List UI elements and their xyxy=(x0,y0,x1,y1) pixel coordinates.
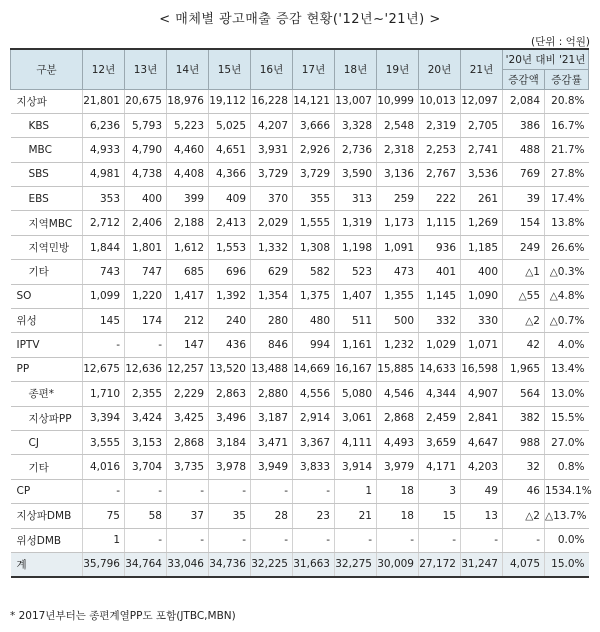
table-cell: 280 xyxy=(251,309,293,333)
table-cell: 12,675 xyxy=(83,357,125,381)
table-cell: 37 xyxy=(167,504,209,528)
table-cell: 4,556 xyxy=(293,382,335,406)
footnote: * 2017년부터는 종편계열PP도 포함(JTBC,MBN) xyxy=(10,610,236,622)
table-cell: 3,184 xyxy=(209,430,251,454)
table-cell: 353 xyxy=(83,187,125,211)
table-cell: 1,161 xyxy=(335,333,377,357)
table-cell: 34,736 xyxy=(209,552,251,576)
table-cell: 75 xyxy=(83,504,125,528)
header-year: 15년 xyxy=(209,49,251,89)
table-cell: 21.7% xyxy=(545,138,589,162)
table-cell: 4,460 xyxy=(167,138,209,162)
row-label: EBS xyxy=(11,187,83,211)
table-cell: - xyxy=(461,528,503,552)
table-cell: 480 xyxy=(293,309,335,333)
table-cell: 27.8% xyxy=(545,162,589,186)
table-cell: 2,319 xyxy=(419,113,461,137)
table-cell: 3,590 xyxy=(335,162,377,186)
table-cell: 12,257 xyxy=(167,357,209,381)
table-cell: 30,009 xyxy=(377,552,419,576)
table-cell: 1534.1% xyxy=(545,479,589,503)
table-cell: △0.3% xyxy=(545,260,589,284)
table-cell: - xyxy=(251,528,293,552)
page-title: < 매체별 광고매출 증감 현황('12년~'21년) > xyxy=(159,12,441,27)
table-cell: 685 xyxy=(167,260,209,284)
table-row xyxy=(11,455,589,479)
table-cell: 17.4% xyxy=(545,187,589,211)
table-cell: 13,488 xyxy=(251,357,293,381)
table-cell: 1,308 xyxy=(293,235,335,259)
table-cell: 145 xyxy=(83,309,125,333)
table-cell: 2,229 xyxy=(167,382,209,406)
table-cell: 32,225 xyxy=(251,552,293,576)
table-cell: 3,666 xyxy=(293,113,335,137)
table-cell: 400 xyxy=(461,260,503,284)
row-label: 지역MBC xyxy=(11,211,83,235)
table-cell: 399 xyxy=(167,187,209,211)
table-cell: 1,355 xyxy=(377,284,419,308)
table-cell: 473 xyxy=(377,260,419,284)
table-cell: 13 xyxy=(461,504,503,528)
table-row xyxy=(11,260,589,284)
table-cell: 355 xyxy=(293,187,335,211)
table-cell: 212 xyxy=(167,309,209,333)
table-row xyxy=(11,113,589,137)
row-label: 지상파DMB xyxy=(11,504,83,528)
table-cell: 27.0% xyxy=(545,430,589,454)
table-cell: 5,025 xyxy=(209,113,251,137)
table-cell: 19,112 xyxy=(209,89,251,113)
table-cell: 1,392 xyxy=(209,284,251,308)
table-cell: 13,520 xyxy=(209,357,251,381)
table-cell: 2,318 xyxy=(377,138,419,162)
header-year: 19년 xyxy=(377,49,419,89)
header-year: 21년 xyxy=(461,49,503,89)
table-cell: - xyxy=(209,528,251,552)
table-cell: 2,413 xyxy=(209,211,251,235)
table-row xyxy=(11,333,589,357)
table-cell: 2,712 xyxy=(83,211,125,235)
table-cell: 4,933 xyxy=(83,138,125,162)
table-cell: 3,328 xyxy=(335,113,377,137)
table-cell: 582 xyxy=(293,260,335,284)
table-cell: 15.0% xyxy=(545,552,589,576)
table-cell: 523 xyxy=(335,260,377,284)
table-cell: 10,999 xyxy=(377,89,419,113)
table-cell: 2,188 xyxy=(167,211,209,235)
table-cell: 14,669 xyxy=(293,357,335,381)
table-cell: 21 xyxy=(335,504,377,528)
table-cell: 1,232 xyxy=(377,333,419,357)
table-cell: 16,167 xyxy=(335,357,377,381)
row-label: 지상파 xyxy=(11,89,83,113)
table-cell: 2,736 xyxy=(335,138,377,162)
table-cell: 4,366 xyxy=(209,162,251,186)
table-cell: - xyxy=(125,528,167,552)
header-change-rate: 증감률 xyxy=(545,69,589,89)
table-cell: 3,704 xyxy=(125,455,167,479)
table-cell: 1,099 xyxy=(83,284,125,308)
table-cell: 382 xyxy=(503,406,545,430)
table-cell: 3,978 xyxy=(209,455,251,479)
table-cell: 988 xyxy=(503,430,545,454)
table-row xyxy=(11,430,589,454)
table-cell: 936 xyxy=(419,235,461,259)
table-cell: 259 xyxy=(377,187,419,211)
table-cell: 3,425 xyxy=(167,406,209,430)
row-label: 위성 xyxy=(11,309,83,333)
table-cell: 3,735 xyxy=(167,455,209,479)
table-row xyxy=(11,357,589,381)
table-cell: 2,767 xyxy=(419,162,461,186)
table-cell: 3,536 xyxy=(461,162,503,186)
table-cell: 1,091 xyxy=(377,235,419,259)
header-year: 16년 xyxy=(251,49,293,89)
table-cell: 769 xyxy=(503,162,545,186)
table-cell: 3,496 xyxy=(209,406,251,430)
row-label: PP xyxy=(11,357,83,381)
table-cell: 34,764 xyxy=(125,552,167,576)
table-cell: △13.7% xyxy=(545,504,589,528)
table-cell: 994 xyxy=(293,333,335,357)
table-cell: 846 xyxy=(251,333,293,357)
row-label: 종편* xyxy=(11,382,83,406)
table-cell: 23 xyxy=(293,504,335,528)
table-cell: 0.0% xyxy=(545,528,589,552)
table-cell: - xyxy=(167,528,209,552)
table-cell: 401 xyxy=(419,260,461,284)
table-cell: 743 xyxy=(83,260,125,284)
table-cell: 370 xyxy=(251,187,293,211)
row-label: 계 xyxy=(11,552,83,576)
table-cell: - xyxy=(293,528,335,552)
table-cell: 31,247 xyxy=(461,552,503,576)
table-body xyxy=(11,89,592,577)
row-label: CJ xyxy=(11,430,83,454)
table-cell: 35 xyxy=(209,504,251,528)
table-cell: 1,553 xyxy=(209,235,251,259)
table-cell: 18 xyxy=(377,479,419,503)
table-cell: △0.7% xyxy=(545,309,589,333)
table-row xyxy=(11,162,589,186)
table-cell: 31,663 xyxy=(293,552,335,576)
header-category: 구분 xyxy=(11,49,83,89)
table-cell: 4.0% xyxy=(545,333,589,357)
table-cell: 20,675 xyxy=(125,89,167,113)
table-cell: 3,833 xyxy=(293,455,335,479)
table-cell: 2,914 xyxy=(293,406,335,430)
table-cell: 4,207 xyxy=(251,113,293,137)
table-cell: 154 xyxy=(503,211,545,235)
table-cell: 249 xyxy=(503,235,545,259)
table-cell: 18 xyxy=(377,504,419,528)
table-cell: 386 xyxy=(503,113,545,137)
table-cell: 14,633 xyxy=(419,357,461,381)
table-cell: 4,344 xyxy=(419,382,461,406)
table-cell: △1 xyxy=(503,260,545,284)
table-cell: 261 xyxy=(461,187,503,211)
table-cell: △2 xyxy=(503,504,545,528)
table-cell: 511 xyxy=(335,309,377,333)
table-cell: 5,080 xyxy=(335,382,377,406)
table-cell: 1,555 xyxy=(293,211,335,235)
table-cell: 3 xyxy=(419,479,461,503)
table-cell: 13.8% xyxy=(545,211,589,235)
table-cell: 174 xyxy=(125,309,167,333)
header-year: 17년 xyxy=(293,49,335,89)
table-cell: 4,907 xyxy=(461,382,503,406)
table-cell: 2,741 xyxy=(461,138,503,162)
table-cell: 1,071 xyxy=(461,333,503,357)
table-cell: 3,367 xyxy=(293,430,335,454)
table-cell: 409 xyxy=(209,187,251,211)
table-cell: 1,354 xyxy=(251,284,293,308)
table-cell: 21,801 xyxy=(83,89,125,113)
table-cell: 13,007 xyxy=(335,89,377,113)
table-cell: 49 xyxy=(461,479,503,503)
table-cell: 4,546 xyxy=(377,382,419,406)
table-cell: 3,979 xyxy=(377,455,419,479)
table-cell: 1 xyxy=(83,528,125,552)
row-label: 기타 xyxy=(11,455,83,479)
table-cell: 4,651 xyxy=(209,138,251,162)
table-row xyxy=(11,479,589,503)
header-change-amount: 증감액 xyxy=(503,69,545,89)
table-cell: 1,269 xyxy=(461,211,503,235)
table-cell: 3,153 xyxy=(125,430,167,454)
table-cell: 15 xyxy=(419,504,461,528)
table-cell: 15,885 xyxy=(377,357,419,381)
table-cell: 12,636 xyxy=(125,357,167,381)
table-cell: 3,187 xyxy=(251,406,293,430)
table-cell: 3,555 xyxy=(83,430,125,454)
table-cell: - xyxy=(419,528,461,552)
table-cell: 20.8% xyxy=(545,89,589,113)
table-cell: - xyxy=(83,333,125,357)
table-cell: 2,863 xyxy=(209,382,251,406)
table-cell: 747 xyxy=(125,260,167,284)
table-cell: 32,275 xyxy=(335,552,377,576)
table-cell: 1,612 xyxy=(167,235,209,259)
table-cell: 16.7% xyxy=(545,113,589,137)
table-cell: 14,121 xyxy=(293,89,335,113)
table-cell: 2,548 xyxy=(377,113,419,137)
table-cell: 332 xyxy=(419,309,461,333)
table-cell: 2,926 xyxy=(293,138,335,162)
table-cell: 330 xyxy=(461,309,503,333)
header-year: 12년 xyxy=(83,49,125,89)
table-cell: 2,253 xyxy=(419,138,461,162)
table-row xyxy=(11,235,589,259)
table-cell: 4,981 xyxy=(83,162,125,186)
table-cell: 33,046 xyxy=(167,552,209,576)
table-row xyxy=(11,309,589,333)
table-cell: 2,084 xyxy=(503,89,545,113)
table-row xyxy=(11,187,589,211)
table-cell: 240 xyxy=(209,309,251,333)
table-cell: 4,203 xyxy=(461,455,503,479)
table-cell: 2,406 xyxy=(125,211,167,235)
table-cell: - xyxy=(293,479,335,503)
table-cell: 2,868 xyxy=(377,406,419,430)
table-cell: 4,171 xyxy=(419,455,461,479)
table-cell: 4,493 xyxy=(377,430,419,454)
table-row xyxy=(11,138,589,162)
row-label: 지역민방 xyxy=(11,235,83,259)
table-cell: 2,880 xyxy=(251,382,293,406)
table-cell: 6,236 xyxy=(83,113,125,137)
table-cell: - xyxy=(377,528,419,552)
table-cell: - xyxy=(209,479,251,503)
header-year: 20년 xyxy=(419,49,461,89)
row-label: KBS xyxy=(11,113,83,137)
table-cell: 2,029 xyxy=(251,211,293,235)
table-cell: 4,111 xyxy=(335,430,377,454)
table-cell: 35,796 xyxy=(83,552,125,576)
unit-label: (단위 : 억원) xyxy=(531,36,590,48)
table-cell: 2,868 xyxy=(167,430,209,454)
table-cell: 222 xyxy=(419,187,461,211)
table-cell: 1,407 xyxy=(335,284,377,308)
table-cell: 4,738 xyxy=(125,162,167,186)
table-cell: 2,705 xyxy=(461,113,503,137)
table-row xyxy=(11,528,589,552)
table-cell: 0.8% xyxy=(545,455,589,479)
table-cell: 4,647 xyxy=(461,430,503,454)
table-cell: - xyxy=(251,479,293,503)
table-cell: 26.6% xyxy=(545,235,589,259)
table-cell: 1,710 xyxy=(83,382,125,406)
table-cell: 16,228 xyxy=(251,89,293,113)
table-cell: 39 xyxy=(503,187,545,211)
header-year: 13년 xyxy=(125,49,167,89)
table-cell: 629 xyxy=(251,260,293,284)
table-cell: - xyxy=(503,528,545,552)
table-cell: 5,223 xyxy=(167,113,209,137)
table-cell: 12,097 xyxy=(461,89,503,113)
table-cell: 436 xyxy=(209,333,251,357)
table-row xyxy=(11,504,589,528)
row-label: 위성DMB xyxy=(11,528,83,552)
table-row xyxy=(11,284,589,308)
table-cell: 1,417 xyxy=(167,284,209,308)
table-cell: 1,198 xyxy=(335,235,377,259)
table-row xyxy=(11,89,589,113)
total-row xyxy=(11,552,589,576)
table-cell: 3,931 xyxy=(251,138,293,162)
table-cell: 4,790 xyxy=(125,138,167,162)
table-cell: 4,408 xyxy=(167,162,209,186)
table-cell: - xyxy=(83,479,125,503)
table-cell: 3,136 xyxy=(377,162,419,186)
table-cell: 3,394 xyxy=(83,406,125,430)
table-cell: 696 xyxy=(209,260,251,284)
table-cell: 4,016 xyxy=(83,455,125,479)
table-cell: 13.4% xyxy=(545,357,589,381)
table-cell: 5,793 xyxy=(125,113,167,137)
table-cell: 1,844 xyxy=(83,235,125,259)
table-cell: - xyxy=(335,528,377,552)
table-cell: 15.5% xyxy=(545,406,589,430)
table-cell: 42 xyxy=(503,333,545,357)
table-cell: - xyxy=(167,479,209,503)
table-cell: 58 xyxy=(125,504,167,528)
table-cell: △55 xyxy=(503,284,545,308)
row-label: MBC xyxy=(11,138,83,162)
table-cell: 13.0% xyxy=(545,382,589,406)
table-cell: 1,090 xyxy=(461,284,503,308)
table-cell: 1,220 xyxy=(125,284,167,308)
table-cell: 1,375 xyxy=(293,284,335,308)
table-cell: 3,729 xyxy=(293,162,335,186)
table-cell: 1,173 xyxy=(377,211,419,235)
table-cell: 1,029 xyxy=(419,333,461,357)
table-cell: 18,976 xyxy=(167,89,209,113)
table-cell: 2,841 xyxy=(461,406,503,430)
table-row xyxy=(11,406,589,430)
table-cell: 10,013 xyxy=(419,89,461,113)
table-cell: 1,319 xyxy=(335,211,377,235)
table-cell: 3,659 xyxy=(419,430,461,454)
table-cell: 1,145 xyxy=(419,284,461,308)
header-year: 14년 xyxy=(167,49,209,89)
table-cell: 3,914 xyxy=(335,455,377,479)
row-label: 기타 xyxy=(11,260,83,284)
row-label: CP xyxy=(11,479,83,503)
table-cell: 28 xyxy=(251,504,293,528)
table-cell: 3,471 xyxy=(251,430,293,454)
table-cell: 3,949 xyxy=(251,455,293,479)
table-cell: 400 xyxy=(125,187,167,211)
table-cell: 3,424 xyxy=(125,406,167,430)
table-row xyxy=(11,211,589,235)
table-cell: 147 xyxy=(167,333,209,357)
row-label: SO xyxy=(11,284,83,308)
table-cell: 32 xyxy=(503,455,545,479)
table-cell: 1,332 xyxy=(251,235,293,259)
table-cell: - xyxy=(125,333,167,357)
table-cell: 1,185 xyxy=(461,235,503,259)
header-year: 18년 xyxy=(335,49,377,89)
table-cell: 1,115 xyxy=(419,211,461,235)
table-cell: 27,172 xyxy=(419,552,461,576)
table-cell: 313 xyxy=(335,187,377,211)
table-cell: △2 xyxy=(503,309,545,333)
table-cell: 1,801 xyxy=(125,235,167,259)
header-compare: '20년 대비 '21년 xyxy=(503,49,589,69)
table-cell: 16,598 xyxy=(461,357,503,381)
table-cell: 4,075 xyxy=(503,552,545,576)
table-cell: 2,459 xyxy=(419,406,461,430)
row-label: 지상파PP xyxy=(11,406,83,430)
row-label: SBS xyxy=(11,162,83,186)
table-cell: 488 xyxy=(503,138,545,162)
row-label: IPTV xyxy=(11,333,83,357)
table-cell: - xyxy=(125,479,167,503)
table-row xyxy=(11,382,589,406)
table-cell: 2,355 xyxy=(125,382,167,406)
table-cell: 3,729 xyxy=(251,162,293,186)
table-cell: 46 xyxy=(503,479,545,503)
table-cell: 3,061 xyxy=(335,406,377,430)
table-cell: 564 xyxy=(503,382,545,406)
ad-revenue-table xyxy=(10,48,592,578)
table-cell: △4.8% xyxy=(545,284,589,308)
table-cell: 500 xyxy=(377,309,419,333)
table-cell: 1 xyxy=(335,479,377,503)
table-cell: 1,965 xyxy=(503,357,545,381)
